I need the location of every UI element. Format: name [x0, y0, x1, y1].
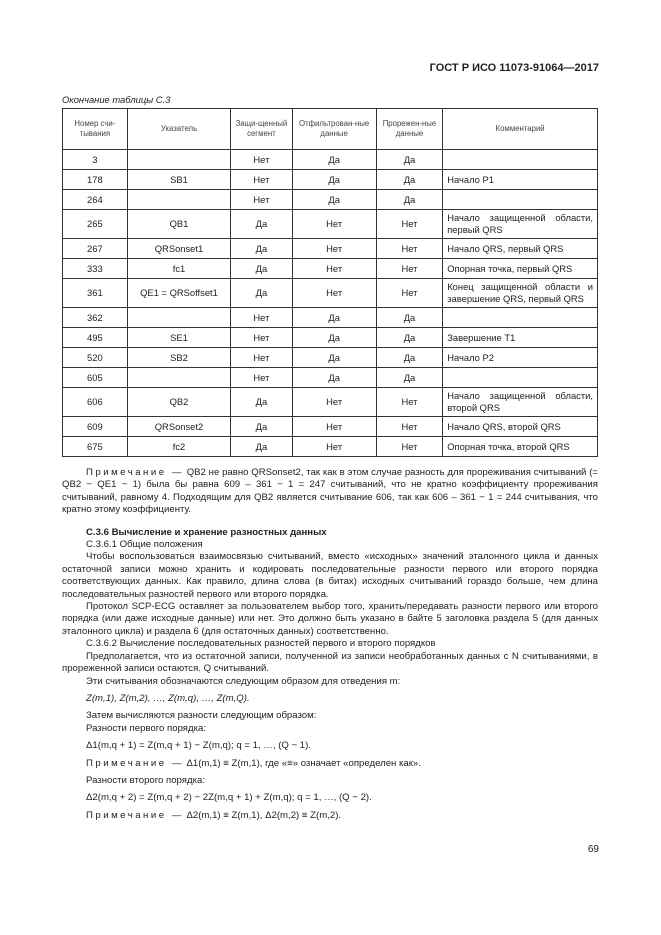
- table-cell: 361: [63, 279, 128, 308]
- table-cell: Конец защищенной области и завершение QRS, первый QRS: [443, 279, 598, 308]
- body-text: [62, 467, 598, 827]
- table-row: [63, 328, 598, 348]
- table-cell: 333: [63, 259, 128, 279]
- table-cell: fc2: [127, 437, 231, 457]
- formula: Z(m,1), Z(m,2), …, Z(m,q), …, Z(m,Q).: [86, 692, 250, 704]
- formula: Δ1(m,q + 1) = Z(m,q + 1) − Z(m,q); q = 1, …, (Q − 1).: [86, 740, 311, 752]
- column-header: Комментарий: [443, 109, 598, 150]
- table-cell: Нет: [292, 279, 376, 308]
- table-cell: Нет: [376, 437, 442, 457]
- table-cell: SE1: [127, 328, 231, 348]
- table-row: [63, 150, 598, 170]
- table-cell: fc1: [127, 259, 231, 279]
- table-cell: 267: [63, 239, 128, 259]
- column-header: Указатель: [127, 109, 231, 150]
- table-cell: SB2: [127, 348, 231, 368]
- table-cell: 3: [63, 150, 128, 170]
- table-cell: Нет: [376, 279, 442, 308]
- table-cell: Да: [292, 190, 376, 210]
- table-cell: [127, 308, 231, 328]
- table-cell: Нет: [231, 348, 292, 368]
- table-cell: [443, 368, 598, 388]
- table-cell: Да: [376, 368, 442, 388]
- note-label: Примечание —: [86, 467, 184, 478]
- table-header-row: [63, 109, 598, 150]
- table-cell: Нет: [376, 210, 442, 239]
- paragraph: Предполагается, что из остаточной записи, полученной из записи необработанных данных с N считываниями, в прореженной записи остаются. Q считываний.: [62, 650, 598, 675]
- table-row: [63, 348, 598, 368]
- table-cell: Да: [231, 437, 292, 457]
- table-cell: Да: [376, 328, 442, 348]
- subsection-heading: С.3.6.2 Вычисление последовательных разностей первого и второго порядков: [86, 638, 436, 650]
- table-cell: Да: [292, 170, 376, 190]
- table-cell: Да: [292, 348, 376, 368]
- table-cell: Опорная точка, первый QRS: [443, 259, 598, 279]
- table-cell: SB1: [127, 170, 231, 190]
- note-3: [62, 810, 598, 822]
- table-row: [63, 239, 598, 259]
- table-cell: Начало защищенной области, второй QRS: [443, 388, 598, 417]
- table-row: [63, 417, 598, 437]
- page-number: 69: [587, 844, 599, 855]
- table-cell: Да: [376, 170, 442, 190]
- table-cell: Начало P2: [443, 348, 598, 368]
- note-text: Δ1(m,1) ≡ Z(m,1), где «≡» означает «определен как».: [186, 757, 421, 769]
- table-row: [63, 308, 598, 328]
- table-caption: Окончание таблицы С.3: [62, 94, 171, 105]
- table-cell: [127, 150, 231, 170]
- table-cell: 362: [63, 308, 128, 328]
- table-cell: Нет: [292, 210, 376, 239]
- table-cell: 609: [63, 417, 128, 437]
- table-cell: Нет: [376, 259, 442, 279]
- table-cell: Нет: [231, 328, 292, 348]
- table-cell: Да: [231, 210, 292, 239]
- table-cell: Начало P1: [443, 170, 598, 190]
- note-label: Примечание —: [86, 809, 184, 821]
- table-row: [63, 190, 598, 210]
- table-cell: Да: [231, 279, 292, 308]
- table-cell: Да: [376, 190, 442, 210]
- table-row: [63, 259, 598, 279]
- note-text: QB2 не равно QRSonset2, так как в этом случае разность для прореживания считываний (= QB2 − QE1 − 1) была бы равна 609 – 361 − 1 = 247 считываний, что не кратно коэффициенту прореживания считываний, равному 4. Подходящим для QB2 является считывание 606, так как 606 – 361 − 1 = 244 считывания, что кратно этому коэффициенту.: [62, 467, 598, 516]
- table-cell: Нет: [292, 259, 376, 279]
- table-cell: Нет: [376, 388, 442, 417]
- table-cell: QRSonset1: [127, 239, 231, 259]
- table-cell: QRSonset2: [127, 417, 231, 437]
- table-cell: 605: [63, 368, 128, 388]
- column-header: Номер счи-тывания: [63, 109, 128, 150]
- note-1: [62, 467, 598, 517]
- table-cell: Да: [231, 239, 292, 259]
- note-label: Примечание —: [86, 757, 184, 769]
- readings-table: [62, 108, 598, 457]
- table-cell: 264: [63, 190, 128, 210]
- table-cell: [127, 368, 231, 388]
- table-cell: QB2: [127, 388, 231, 417]
- table-cell: Нет: [292, 437, 376, 457]
- column-header: Прорежен-ные данные: [376, 109, 442, 150]
- note-2: [62, 758, 598, 770]
- table-cell: [127, 190, 231, 210]
- table-cell: 265: [63, 210, 128, 239]
- paragraph: Разности первого порядка:: [86, 722, 206, 734]
- paragraph: Затем вычисляются разности следующим образом:: [86, 710, 317, 722]
- table-cell: [443, 308, 598, 328]
- table-cell: Да: [231, 259, 292, 279]
- table-row: [63, 210, 598, 239]
- table-cell: Завершение T1: [443, 328, 598, 348]
- table-cell: Нет: [292, 388, 376, 417]
- table-cell: Нет: [231, 170, 292, 190]
- standard-header: ГОСТ Р ИСО 11073-91064—2017: [429, 62, 599, 74]
- table-cell: Да: [292, 328, 376, 348]
- table-cell: Начало защищенной области, первый QRS: [443, 210, 598, 239]
- table-cell: 675: [63, 437, 128, 457]
- paragraph: Эти считывания обозначаются следующим образом для отведения m:: [86, 675, 401, 687]
- table-cell: Нет: [231, 150, 292, 170]
- table-row: [63, 388, 598, 417]
- table-cell: Нет: [231, 190, 292, 210]
- table-cell: Да: [376, 348, 442, 368]
- table-cell: Начало QRS, первый QRS: [443, 239, 598, 259]
- table-row: [63, 368, 598, 388]
- table-cell: Опорная точка, второй QRS: [443, 437, 598, 457]
- table-cell: Да: [292, 368, 376, 388]
- table-cell: QE1 = QRSoffset1: [127, 279, 231, 308]
- table-cell: Да: [376, 308, 442, 328]
- table-row: [63, 437, 598, 457]
- table-cell: 606: [63, 388, 128, 417]
- table-cell: Нет: [292, 239, 376, 259]
- table-cell: Нет: [231, 368, 292, 388]
- column-header: Отфильтрован-ные данные: [292, 109, 376, 150]
- table-cell: Да: [231, 388, 292, 417]
- note-text: Δ2(m,1) ≡ Z(m,1), Δ2(m,2) ≡ Z(m,2).: [186, 809, 342, 821]
- table-cell: Да: [292, 308, 376, 328]
- table-cell: Нет: [231, 308, 292, 328]
- table-cell: [443, 190, 598, 210]
- table-cell: QB1: [127, 210, 231, 239]
- table-row: [63, 279, 598, 308]
- table-cell: 178: [63, 170, 128, 190]
- table-cell: Нет: [292, 417, 376, 437]
- paragraph: Разности второго порядка:: [86, 774, 205, 786]
- table-cell: Да: [231, 417, 292, 437]
- table-cell: Да: [376, 150, 442, 170]
- table-row: [63, 170, 598, 190]
- section-heading: С.3.6 Вычисление и хранение разностных данных: [86, 526, 327, 538]
- subsection-heading: С.3.6.1 Общие положения: [86, 539, 203, 551]
- table-cell: 495: [63, 328, 128, 348]
- paragraph: Протокол SCP-ECG оставляет за пользователем выбор того, хранить/передавать разности первого или второго порядка (или даже исходные данные) или нет. Это должно быть указано в байте 5 заголовка раздела 5 (для данных эталонного цикла) и раздела 6 (для остаточных данных) соответственно.: [62, 601, 598, 637]
- paragraph: Чтобы воспользоваться взаимосвязью считываний, вместо «исходных» значений эталонного цикла и данных остаточной записи можно хранить и кодировать последовательные разности первого или второго порядка соответствующих данных. Как правило, длина слова (в битах) исходных считываний гораздо больше, чем длина последовательных разностей первого или второго порядка.: [62, 551, 598, 600]
- formula: Δ2(m,q + 2) = Z(m,q + 2) − 2Z(m,q + 1) + Z(m,q); q = 1, …, (Q − 2).: [86, 792, 372, 804]
- table-cell: Нет: [376, 239, 442, 259]
- table-cell: Нет: [376, 417, 442, 437]
- table-cell: [443, 150, 598, 170]
- table-cell: 520: [63, 348, 128, 368]
- table-cell: Начало QRS, второй QRS: [443, 417, 598, 437]
- column-header: Защи-щенный сегмент: [231, 109, 292, 150]
- table-cell: Да: [292, 150, 376, 170]
